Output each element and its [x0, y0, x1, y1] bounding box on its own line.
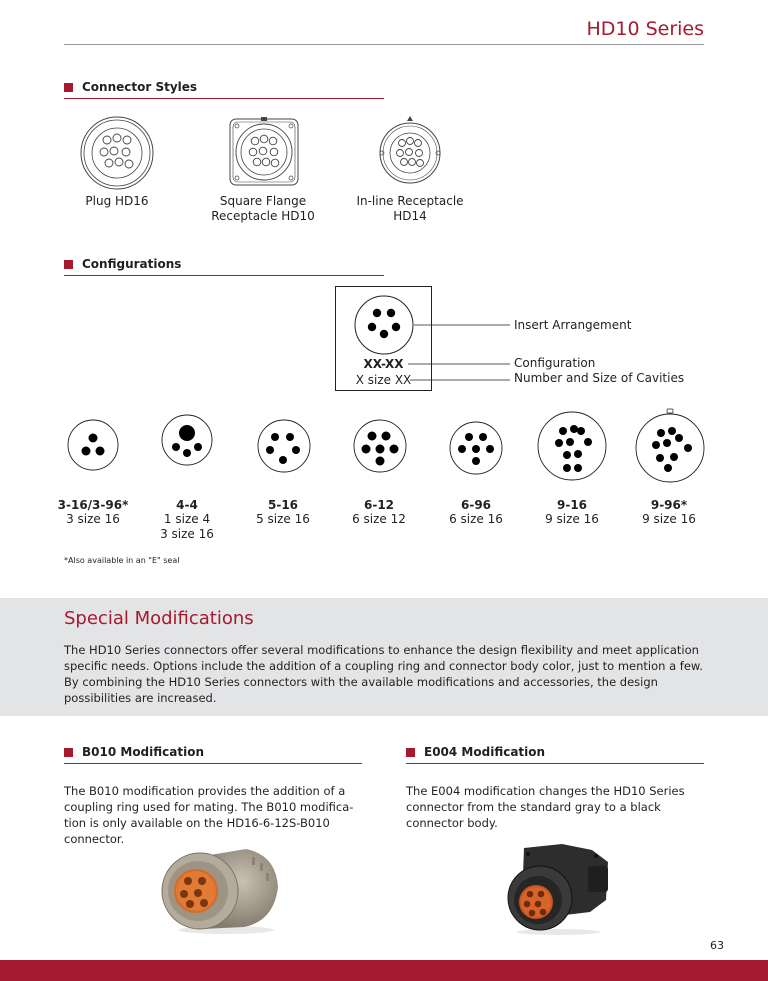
inline-receptacle-drawing-icon — [378, 115, 442, 189]
bullet-square-icon — [406, 748, 415, 757]
config-9-96-insert-icon — [632, 408, 708, 484]
config-item-4-4 — [148, 498, 226, 542]
square-flange-receptacle-drawing-icon — [228, 116, 300, 188]
caption-line: HD14 — [393, 209, 427, 223]
config-desc: 5 size 16 — [256, 512, 310, 526]
config-desc: 1 size 4 — [163, 512, 211, 526]
special-modifications-title: Special Modifications — [64, 608, 254, 629]
legend-code: XX-XX — [363, 357, 404, 371]
caption-line: In-line Receptacle — [356, 194, 464, 208]
insert-arrangement-label: Insert Arrangement — [514, 318, 632, 332]
config-item-6-96 — [437, 498, 515, 527]
configurations-heading-text: Configurations — [82, 257, 182, 271]
b010-heading — [64, 745, 204, 759]
config-3-16-insert-icon — [66, 418, 120, 472]
b010-connector-photo-icon — [154, 843, 286, 935]
config-desc: 3 size 16 — [66, 512, 120, 526]
config-desc: 6 size 12 — [352, 512, 406, 526]
inline-receptacle-caption — [344, 194, 476, 224]
config-code: 6-12 — [363, 498, 395, 512]
config-5-16-insert-icon — [256, 418, 312, 474]
bullet-square-icon — [64, 83, 73, 92]
config-desc: 3 size 16 — [160, 527, 214, 541]
legend-leader-lines — [400, 316, 512, 388]
special-modifications-body: The HD10 Series connectors offer several modifications to enhance the design flexibility and meet application specific needs. Options include the addition of a coupling ring and connector body color, just to mention a few. By combining the HD10 Series connectors with the available modifications and accessories, the design possibilities are increased. — [64, 643, 703, 705]
config-desc: 9 size 16 — [545, 512, 599, 526]
e004-connector-photo-icon — [500, 842, 612, 936]
configurations-rule — [64, 275, 384, 276]
square-flange-caption — [200, 194, 326, 224]
legend-desc: X size XX — [355, 373, 412, 387]
config-item-3-16 — [54, 498, 132, 527]
config-code: 9-16 — [556, 498, 588, 512]
config-desc: 9 size 16 — [642, 512, 696, 526]
bullet-square-icon — [64, 748, 73, 757]
config-item-9-96 — [630, 498, 708, 527]
plug-hd16-caption — [56, 194, 178, 209]
cavities-label: Number and Size of Cavities — [514, 371, 685, 385]
b010-rule — [64, 763, 362, 764]
config-desc: 6 size 16 — [449, 512, 503, 526]
e004-body: The E004 modification changes the HD10 Series connector from the standard gray to a black connector body. — [406, 784, 685, 830]
config-9-16-insert-icon — [536, 410, 608, 482]
footnote: *Also available in an "E" seal — [64, 556, 180, 565]
configuration-label: Configuration — [514, 356, 596, 370]
config-code: 5-16 — [267, 498, 299, 512]
caption-line: Receptacle HD10 — [211, 209, 315, 223]
config-item-9-16 — [533, 498, 611, 527]
caption-line: Plug HD16 — [85, 194, 149, 208]
config-6-96-insert-icon — [448, 420, 504, 476]
b010-heading-text: B010 Modification — [82, 745, 205, 759]
config-code: 9-96* — [650, 498, 688, 512]
config-code: 3-16/3-96* — [57, 498, 129, 512]
config-4-4-insert-icon — [160, 413, 214, 467]
e004-heading-text: E004 Modification — [424, 745, 546, 759]
config-6-12-insert-icon — [352, 418, 408, 474]
b010-body: The B010 modification provides the addition of a coupling ring used for mating. The B010 modifica-tion is only available on the HD16-6-12S-B010 connector. — [64, 784, 354, 846]
bullet-square-icon — [64, 260, 73, 269]
config-code: 4-4 — [176, 498, 198, 512]
connector-styles-rule — [64, 98, 384, 99]
page-title: HD10 Series — [586, 18, 704, 40]
footer-bar — [0, 960, 768, 981]
connector-styles-heading-text: Connector Styles — [82, 80, 198, 94]
e004-rule — [406, 763, 704, 764]
caption-line: Square Flange — [219, 194, 307, 208]
plug-hd16-drawing-icon — [79, 115, 155, 191]
config-item-5-16 — [244, 498, 322, 527]
config-item-6-12 — [340, 498, 418, 527]
header-divider — [64, 44, 704, 45]
e004-heading — [406, 745, 545, 759]
page-number: 63 — [710, 939, 724, 952]
connector-styles-heading — [64, 80, 197, 94]
config-code: 6-96 — [460, 498, 492, 512]
configurations-heading — [64, 257, 181, 271]
